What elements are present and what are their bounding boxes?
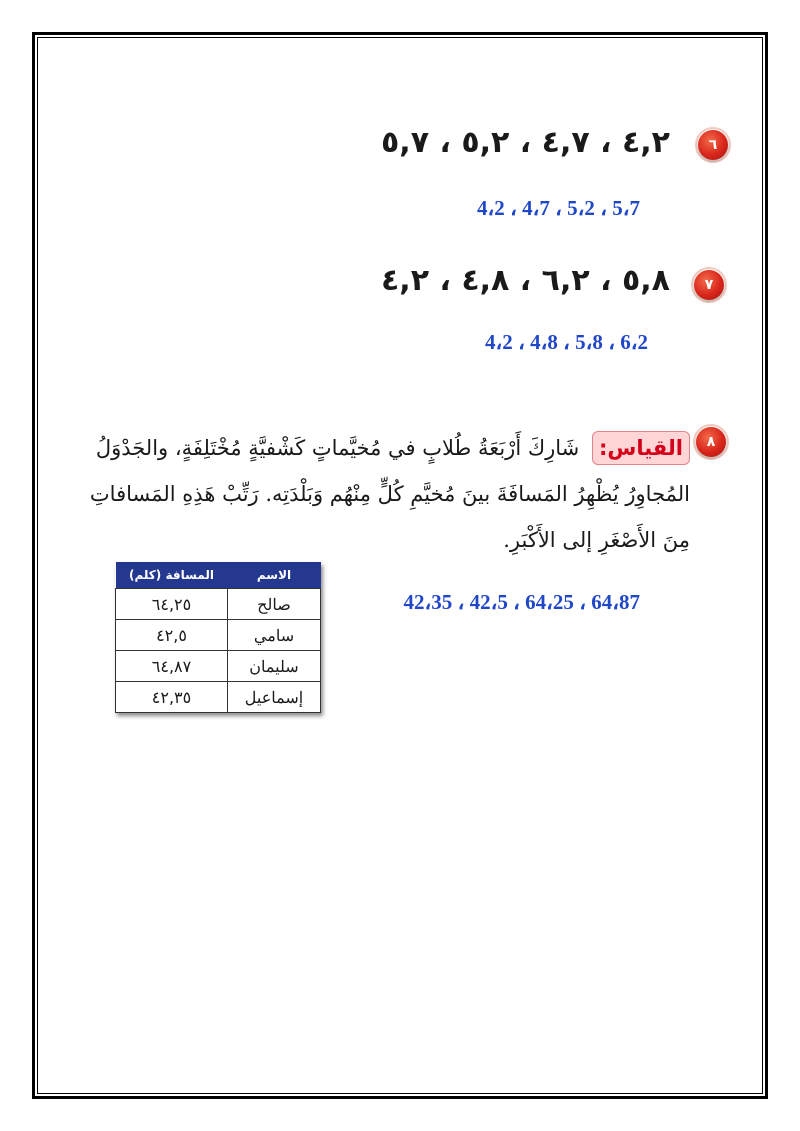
problem-6-numbers: ٤,٢ ، ٤,٧ ، ٥,٢ ، ٥,٧ bbox=[380, 125, 670, 160]
problem-7-answer: 6،2 ، 5،8 ، 4،8 ، 4،2 bbox=[485, 330, 648, 354]
problem-8-answer: 64،87 ، 64،25 ، 42،5 ، 42،35 bbox=[403, 590, 640, 614]
table-cell-distance: ٤٢,٥ bbox=[116, 620, 228, 651]
table-cell-distance: ٦٤,٨٧ bbox=[116, 651, 228, 682]
problem-8-badge: ٨ bbox=[696, 427, 726, 457]
problem-6-badge: ٦ bbox=[698, 130, 728, 160]
table-cell-name: سامي bbox=[228, 620, 321, 651]
table-cell-distance: ٤٢,٣٥ bbox=[116, 682, 228, 713]
table-cell-name: صالح bbox=[228, 589, 321, 620]
table-cell-name: إسماعيل bbox=[228, 682, 321, 713]
table-cell-distance: ٦٤,٢٥ bbox=[116, 589, 228, 620]
table-header-name: الاسم bbox=[228, 562, 321, 589]
table-header-row bbox=[116, 562, 321, 589]
table-row bbox=[116, 682, 321, 713]
distance-table bbox=[115, 562, 321, 713]
table-cell-name: سليمان bbox=[228, 651, 321, 682]
table-row bbox=[116, 651, 321, 682]
problem-7-numbers: ٥,٨ ، ٦,٢ ، ٤,٨ ، ٤,٢ bbox=[380, 263, 670, 298]
table-row bbox=[116, 620, 321, 651]
problem-8-label: القياس: bbox=[592, 431, 690, 465]
table-header-distance: المسافة (كلم) bbox=[116, 562, 228, 589]
problem-8-body: شَارِكَ أَرْبَعَةُ طُلابٍ في مُخيَّماتٍ كَشْفيَّةٍ مُخْتَلِفَةٍ، والجَدْوَلُ المُجاوِرُ يُظْهِرُ المَسافَةَ بينَ مُخيَّمِ كُلٍّ مِنْهُم وَبَلْدَتِه. رَتِّبْ هَذِهِ المَسافاتِ مِنَ الأَصْغَرِ إلى الأَكْبَرِ. bbox=[89, 436, 690, 552]
problem-8-text bbox=[80, 425, 690, 563]
problem-6-answer: 5،7 ، 5،2 ، 4،7 ، 4،2 bbox=[477, 196, 640, 220]
problem-7-badge: ٧ bbox=[694, 270, 724, 300]
table-row bbox=[116, 589, 321, 620]
